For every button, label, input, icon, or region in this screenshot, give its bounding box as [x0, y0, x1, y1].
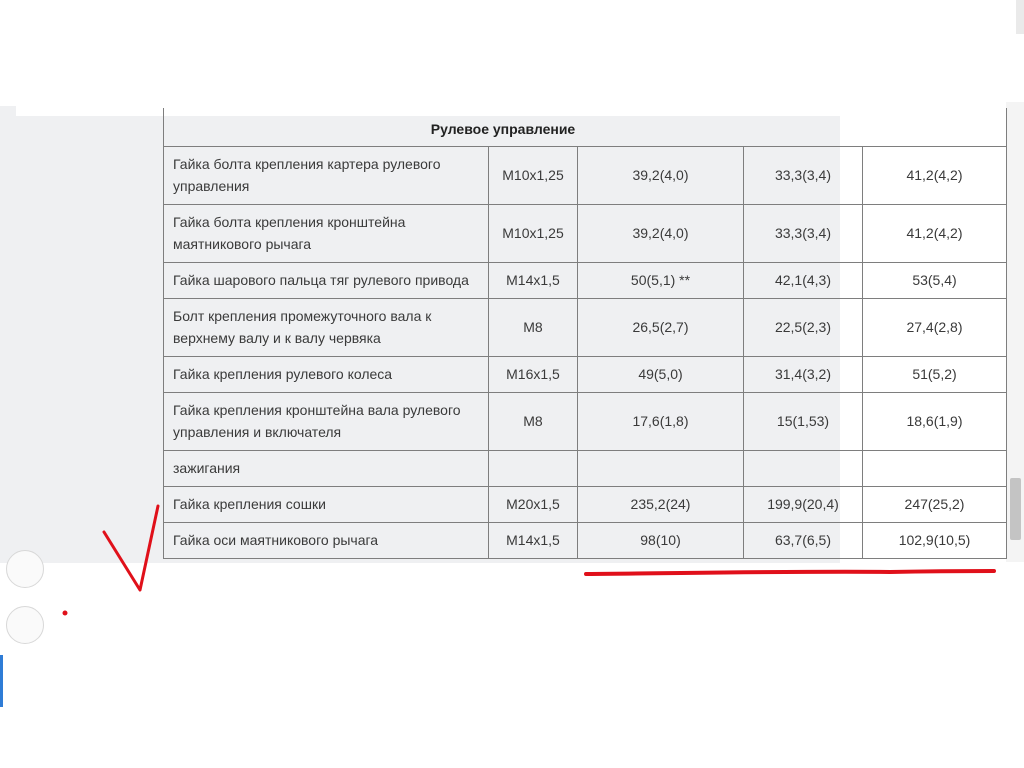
thread-cell: M20x1,5 [489, 486, 578, 522]
torque-max-cell: 18,6(1,9) [863, 392, 1007, 450]
torque-cell: 50(5,1) ** [578, 262, 744, 298]
part-name-cell: Гайка шарового пальца тяг рулевого привода [164, 262, 489, 298]
torque-table [163, 108, 1007, 559]
torque-cell: 39,2(4,0) [578, 204, 744, 262]
torque-cell: 235,2(24) [578, 486, 744, 522]
torque-min-cell: 33,3(3,4) [744, 146, 863, 204]
torque-cell [578, 450, 744, 486]
torque-min-cell [744, 450, 863, 486]
thread-cell: M10x1,25 [489, 146, 578, 204]
table-row [164, 450, 1007, 486]
section-header-row [164, 108, 1007, 146]
part-name-cell: Гайка оси маятникового рычага [164, 522, 489, 558]
torque-max-cell: 27,4(2,8) [863, 298, 1007, 356]
table-row [164, 356, 1007, 392]
torque-min-cell: 31,4(3,2) [744, 356, 863, 392]
part-name-cell: Гайка крепления рулевого колеса [164, 356, 489, 392]
thread-cell: M8 [489, 392, 578, 450]
table-row [164, 486, 1007, 522]
thread-cell: M10x1,25 [489, 204, 578, 262]
part-name-cell: Болт крепления промежуточного вала к верхнему валу и к валу червяка [164, 298, 489, 356]
torque-max-cell: 247(25,2) [863, 486, 1007, 522]
torque-cell: 39,2(4,0) [578, 146, 744, 204]
torque-max-cell: 51(5,2) [863, 356, 1007, 392]
torque-cell: 98(10) [578, 522, 744, 558]
scrollbar-thumb[interactable] [1010, 478, 1021, 540]
window-edge [1016, 0, 1024, 34]
side-accent [0, 655, 3, 707]
thread-cell: M8 [489, 298, 578, 356]
torque-cell: 49(5,0) [578, 356, 744, 392]
table-row [164, 522, 1007, 558]
part-name-cell: Гайка крепления кронштейна вала рулевого управления и включателя [164, 392, 489, 450]
torque-max-cell: 41,2(4,2) [863, 146, 1007, 204]
torque-cell: 26,5(2,7) [578, 298, 744, 356]
part-name-cell: Гайка болта крепления кронштейна маятникового рычага [164, 204, 489, 262]
torque-max-cell: 53(5,4) [863, 262, 1007, 298]
thread-cell: M14x1,5 [489, 522, 578, 558]
torque-max-cell: 102,9(10,5) [863, 522, 1007, 558]
table-row [164, 392, 1007, 450]
table-row [164, 204, 1007, 262]
torque-max-cell: 41,2(4,2) [863, 204, 1007, 262]
thread-cell: M16x1,5 [489, 356, 578, 392]
torque-min-cell: 22,5(2,3) [744, 298, 863, 356]
torque-cell: 17,6(1,8) [578, 392, 744, 450]
torque-min-cell: 33,3(3,4) [744, 204, 863, 262]
table-row [164, 262, 1007, 298]
table-row [164, 146, 1007, 204]
torque-min-cell: 42,1(4,3) [744, 262, 863, 298]
part-name-cell: Гайка болта крепления картера рулевого управления [164, 146, 489, 204]
section-title: Рулевое управление [430, 120, 576, 137]
overlay-spacer [10, 565, 1020, 768]
part-name-cell: Гайка крепления сошки [164, 486, 489, 522]
torque-min-cell: 15(1,53) [744, 392, 863, 450]
torque-min-cell: 199,9(20,4) [744, 486, 863, 522]
thread-cell [489, 450, 578, 486]
torque-min-cell: 63,7(6,5) [744, 522, 863, 558]
thread-cell: M14x1,5 [489, 262, 578, 298]
table-row [164, 298, 1007, 356]
part-name-cell: зажигания [164, 450, 489, 486]
torque-max-cell [863, 450, 1007, 486]
